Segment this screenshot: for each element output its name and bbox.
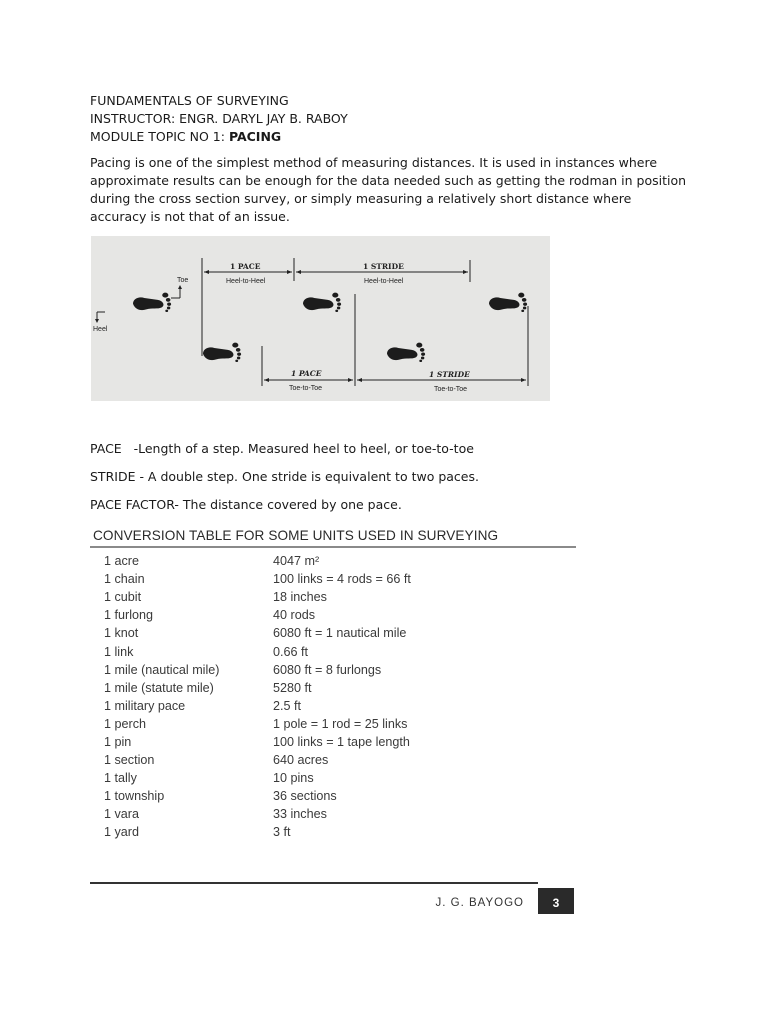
- value-cell: 36 sections: [273, 789, 337, 804]
- table-row: [90, 787, 576, 805]
- unit-cell: 1 knot: [104, 626, 139, 641]
- unit-cell: 1 mile (statute mile): [104, 680, 214, 695]
- value-cell: 40 rods: [273, 608, 316, 623]
- value-cell: 5280 ft: [273, 680, 312, 695]
- footprint-4: [387, 343, 425, 362]
- table-row: [90, 697, 576, 715]
- page-number: 3: [538, 888, 574, 914]
- pacing-diagram: [91, 236, 550, 401]
- value-cell: 6080 ft = 1 nautical mile: [273, 626, 407, 641]
- table-row: [90, 751, 576, 769]
- value-cell: 6080 ft = 8 furlongs: [273, 662, 382, 677]
- footprint-5: [489, 293, 527, 312]
- unit-cell: 1 pin: [104, 734, 132, 749]
- table-row: [90, 769, 576, 787]
- conversion-title-rule: [90, 546, 576, 548]
- conversion-rows: [90, 552, 576, 842]
- conversion-table: [90, 528, 576, 842]
- unit-cell: 1 perch: [104, 716, 147, 731]
- value-cell: 10 pins: [273, 771, 314, 786]
- footprint-1: [133, 293, 171, 312]
- unit-cell: 1 cubit: [104, 590, 142, 605]
- stride-bottom-sub: Toe-to-Toe: [434, 386, 468, 393]
- value-cell: 100 links = 4 rods = 66 ft: [273, 572, 411, 587]
- pace-top-label: 1 PACE: [230, 262, 261, 271]
- value-cell: 0.66 ft: [273, 644, 309, 659]
- toe-label: Toe: [177, 277, 189, 284]
- document-header: [90, 92, 348, 146]
- value-cell: 4047 m²: [273, 554, 320, 569]
- conversion-table-title: CONVERSION TABLE FOR SOME UNITS USED IN SURVEYING: [93, 528, 499, 543]
- stride-bottom-label: 1 STRIDE: [429, 370, 470, 379]
- heel-label: Heel: [93, 326, 108, 333]
- module-topic-prefix: MODULE TOPIC NO 1:: [90, 129, 229, 144]
- stride-top-label: 1 STRIDE: [363, 262, 404, 271]
- table-row: [90, 715, 576, 733]
- definition-stride: STRIDE - A double step. One stride is equivalent to two paces.: [90, 469, 479, 484]
- course-title: FUNDAMENTALS OF SURVEYING: [90, 93, 289, 108]
- footprint-2: [203, 343, 241, 362]
- unit-cell: 1 furlong: [104, 608, 154, 623]
- value-cell: 3 ft: [273, 825, 291, 840]
- value-cell: 1 pole = 1 rod = 25 links: [273, 716, 408, 731]
- instructor-line: INSTRUCTOR: ENGR. DARYL JAY B. RABOY: [90, 111, 348, 126]
- table-row: [90, 805, 576, 823]
- table-row: [90, 606, 576, 624]
- module-topic-name: PACING: [228, 129, 282, 144]
- table-row: [90, 588, 576, 606]
- table-row: [90, 642, 576, 660]
- intro-paragraph: Pacing is one of the simplest method of measuring distances. It is used in instances where approximate results can be enough for the data needed such as getting the rodman in position during the cross section survey, or simply measuring a relatively short distance where accuracy is not that of an issue.: [90, 155, 687, 224]
- unit-cell: 1 township: [104, 789, 165, 804]
- definition-pace-factor: PACE FACTOR- The distance covered by one pace.: [90, 497, 402, 512]
- unit-cell: 1 acre: [104, 554, 140, 569]
- unit-cell: 1 section: [104, 753, 155, 768]
- table-row: [90, 823, 576, 841]
- unit-cell: 1 tally: [104, 771, 137, 786]
- value-cell: 33 inches: [273, 807, 327, 822]
- value-cell: 2.5 ft: [273, 698, 302, 713]
- unit-cell: 1 chain: [104, 572, 145, 587]
- page-footer: [90, 882, 574, 914]
- footprint-3: [303, 293, 341, 312]
- table-row: [90, 733, 576, 751]
- pace-bottom-sub: Toe-to-Toe: [289, 385, 323, 392]
- table-row: [90, 570, 576, 588]
- value-cell: 640 acres: [273, 753, 329, 768]
- unit-cell: 1 vara: [104, 807, 140, 822]
- table-row: [90, 661, 576, 679]
- value-cell: 100 links = 1 tape length: [273, 734, 410, 749]
- pace-top-sub: Heel-to-Heel: [226, 278, 266, 285]
- unit-cell: 1 military pace: [104, 698, 186, 713]
- pacing-figure: [91, 236, 550, 401]
- unit-cell: 1 mile (nautical mile): [104, 662, 220, 677]
- definition-pace: PACE -Length of a step. Measured heel to heel, or toe-to-toe: [90, 441, 474, 456]
- value-cell: 18 inches: [273, 590, 327, 605]
- footer-rule: [90, 882, 538, 884]
- stride-top-sub: Heel-to-Heel: [364, 278, 404, 285]
- unit-cell: 1 yard: [104, 825, 140, 840]
- footer-author: J. G. BAYOGO: [435, 897, 524, 909]
- unit-cell: 1 link: [104, 644, 134, 659]
- table-row: [90, 624, 576, 642]
- table-row: [90, 679, 576, 697]
- table-row: [90, 552, 576, 570]
- module-topic-line: [90, 128, 348, 146]
- pace-bottom-label: 1 PACE: [291, 369, 322, 378]
